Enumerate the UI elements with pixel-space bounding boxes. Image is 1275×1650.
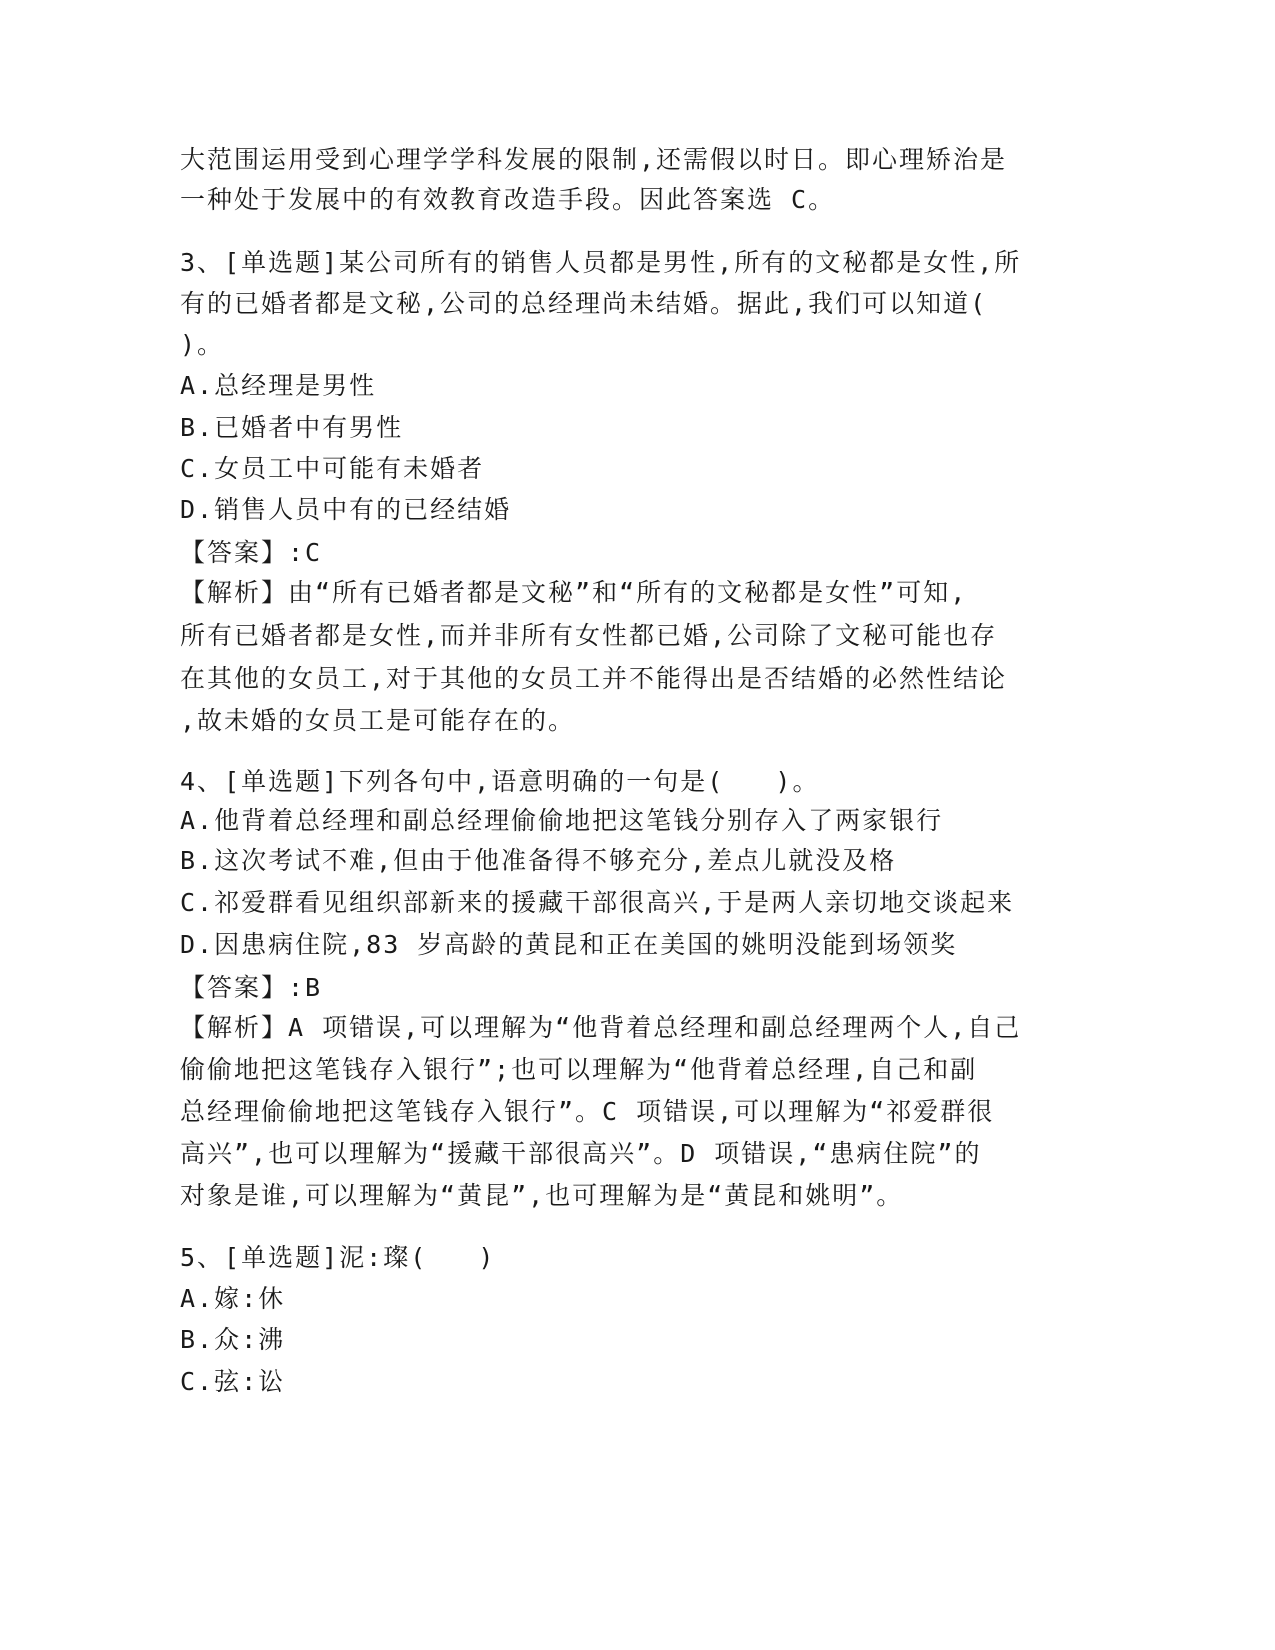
option-c: C.弦:讼 <box>180 1367 286 1396</box>
question-3-stem: 有的已婚者都是文秘,公司的总经理尚未结婚。据此,我们可以知道( <box>180 289 988 318</box>
text-line: 一种处于发展中的有效教育改造手段。因此答案选 C。 <box>180 185 836 214</box>
analysis-line: 高兴”,也可以理解为“援藏干部很高兴”。D 项错误,“患病住院”的 <box>180 1139 982 1168</box>
analysis-line: 在其他的女员工,对于其他的女员工并不能得出是否结婚的必然性结论 <box>180 664 1008 693</box>
analysis-line: 对象是谁,可以理解为“黄昆”,也可理解为是“黄昆和姚明”。 <box>180 1181 904 1210</box>
answer-line: 【答案】:B <box>180 973 323 1002</box>
option-a: A.嫁:休 <box>180 1284 286 1313</box>
analysis-line: 总经理偷偷地把这笔钱存入银行”。C 项错误,可以理解为“祁爱群很 <box>180 1097 995 1126</box>
option-a: A.他背着总经理和副总经理偷偷地把这笔钱分别存入了两家银行 <box>180 806 944 835</box>
question-4-stem: 4、[单选题]下列各句中,语意明确的一句是( )。 <box>180 767 820 796</box>
option-c: C.祁爱群看见组织部新来的援藏干部很高兴,于是两人亲切地交谈起来 <box>180 888 1015 917</box>
analysis-line: 【解析】由“所有已婚者都是文秘”和“所有的文秘都是女性”可知, <box>180 578 968 607</box>
question-3-stem: 3、[单选题]某公司所有的销售人员都是男性,所有的文秘都是女性,所 <box>180 248 1022 277</box>
analysis-line: 所有已婚者都是女性,而并非所有女性都已婚,公司除了文秘可能也存 <box>180 621 998 650</box>
option-d: D.因患病住院,83 岁高龄的黄昆和正在美国的姚明没能到场领奖 <box>180 930 958 959</box>
answer-line: 【答案】:C <box>180 538 323 567</box>
option-b: B.众:沸 <box>180 1325 286 1354</box>
analysis-line: 偷偷地把这笔钱存入银行”;也可以理解为“他背着总经理,自己和副 <box>180 1055 978 1084</box>
analysis-line: 【解析】A 项错误,可以理解为“他背着总经理和副总经理两个人,自己 <box>180 1013 1022 1042</box>
question-5-stem: 5、[单选题]泥:璨( ) <box>180 1243 496 1272</box>
option-d: D.销售人员中有的已经结婚 <box>180 495 512 524</box>
option-a: A.总经理是男性 <box>180 371 377 400</box>
question-3-stem: )。 <box>180 330 225 359</box>
analysis-line: ,故未婚的女员工是可能存在的。 <box>180 706 576 735</box>
option-c: C.女员工中可能有未婚者 <box>180 454 485 483</box>
text-line: 大范围运用受到心理学学科发展的限制,还需假以时日。即心理矫治是 <box>180 145 1008 174</box>
option-b: B.这次考试不难,但由于他准备得不够充分,差点儿就没及格 <box>180 846 897 875</box>
option-b: B.已婚者中有男性 <box>180 413 404 442</box>
